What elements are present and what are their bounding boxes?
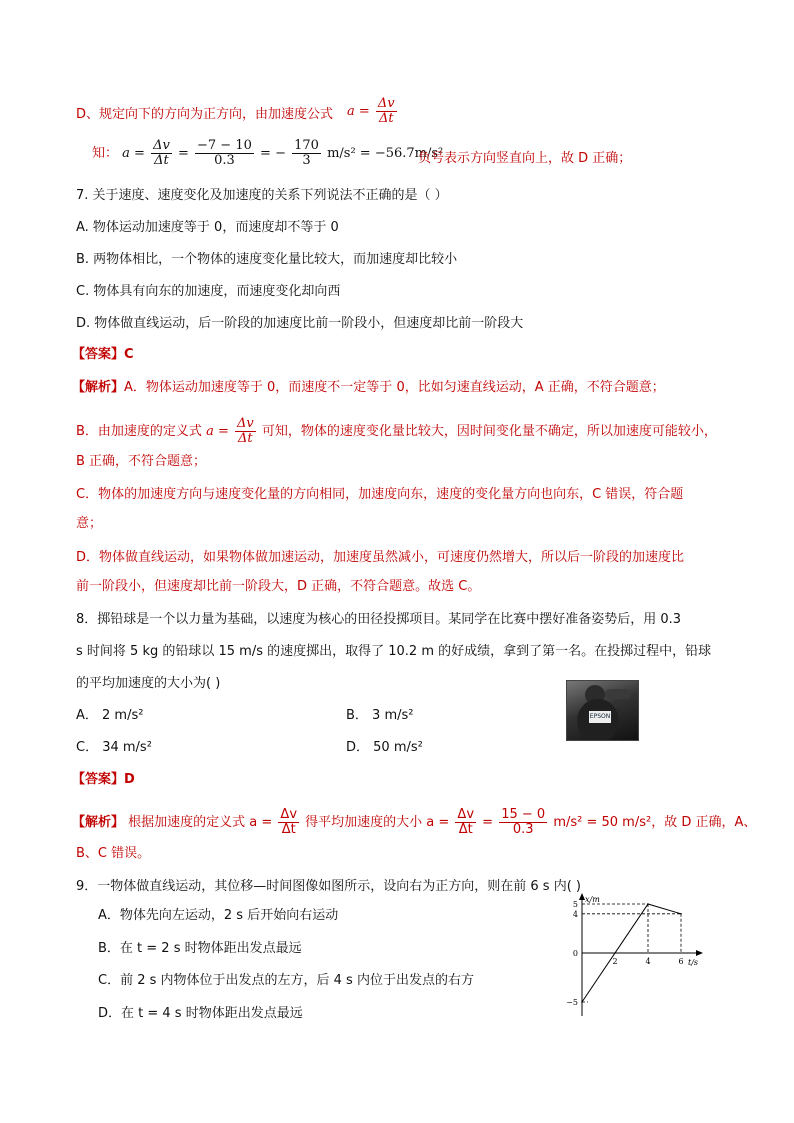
q8-stem-3: 的平均加速度的大小为( ) xyxy=(76,676,221,691)
q7-analysis-d2: 前一阶段小，但速度却比前一阶段大，D 正确，不符合题意。故选 C。 xyxy=(76,579,481,594)
y-axis-label: x/m xyxy=(585,895,600,904)
q7-stem: 7. 关于速度、速度变化及加速度的关系下列说法不正确的是（ ） xyxy=(76,188,448,203)
q8-analysis-2: B、C 错误。 xyxy=(76,846,151,861)
q8-option-b: B． 3 m/s² xyxy=(346,708,414,723)
q7-option-a: A. 物体运动加速度等于 0，而速度却不等于 0 xyxy=(76,220,339,235)
q8-answer: 【答案】D xyxy=(72,772,135,787)
y-tick-label: −5 xyxy=(566,998,578,1007)
y-tick-label: 0 xyxy=(572,949,578,958)
athlete-bib: EPSON xyxy=(589,711,611,723)
q9-option-b: B．在 t = 2 s 时物体距出发点最远 xyxy=(98,941,302,956)
x-tick-label: 4 xyxy=(645,957,651,966)
q7-analysis-a: 【解析】A．物体运动加速度等于 0，而速度不一定等于 0，比如匀速直线运动，A 正确，不符合题意； xyxy=(72,380,665,395)
q9-option-d: D．在 t = 4 s 时物体距出发点最远 xyxy=(98,1006,303,1021)
q6-accel-formula: a = $\frac{\Delta v}{\Delta t}$ xyxy=(347,96,395,126)
q7-analysis-b2: B 正确，不符合题意； xyxy=(76,454,207,469)
q8-analysis: 【解析】 根据加速度的定义式 a = $\frac{\Delta v}{\Delta t}$ 得平均加速度的大小 a = $\frac{\Delta v}{\Delta t}$ = $\frac{15 - 0}{0.3}$ m/s² = 50 m/s²，故 D 正确，A、 xyxy=(72,807,757,837)
q8-option-d: D． 50 m/s² xyxy=(346,740,423,755)
x-axis-label: t/s xyxy=(688,958,699,967)
x-tick-label: 2 xyxy=(612,957,618,966)
q8-stem-2: s 时间将 5 kg 的铅球以 15 m/s 的速度掷出，取得了 10.2 m 的好成绩，拿到了第一名。在投掷过程中，铅球 xyxy=(76,644,712,659)
x-tick-label: 6 xyxy=(678,957,684,966)
position-time-graph xyxy=(560,890,710,1020)
q8-option-a: A． 2 m/s² xyxy=(76,708,144,723)
x-axis-arrow xyxy=(696,950,703,956)
data-point xyxy=(680,913,682,915)
q7-analysis-b: B．由加速度的定义式 a = $\frac{\Delta v}{\Delta t}$ 可知，物体的速度变化量比较大，因时间变化量不确定，所以加速度可能较小， xyxy=(76,416,717,446)
q8-option-c: C． 34 m/s² xyxy=(76,740,152,755)
q9-option-a: A．物体先向左运动，2 s 后开始向右运动 xyxy=(98,908,339,923)
q6-conclusion: 负号表示方向竖直向上，故 D 正确； xyxy=(418,151,632,166)
q8-stem-1: 8．掷铅球是一个以力量为基础，以速度为核心的田径投掷项目。某同学在比赛中摆好准备姿势后，用 0.3 xyxy=(76,612,682,627)
q7-answer: 【答案】C xyxy=(72,347,134,362)
q7-option-c: C. 物体具有向东的加速度，而速度变化却向西 xyxy=(76,284,341,299)
q7-analysis-c2: 意； xyxy=(76,516,103,531)
q7-option-d: D. 物体做直线运动，后一阶段的加速度比前一阶段小，但速度却比前一阶段大 xyxy=(76,316,524,331)
shot-put-athlete-photo xyxy=(566,680,639,741)
data-point xyxy=(647,903,649,905)
q7-analysis-d: D．物体做直线运动，如果物体做加速运动，加速度虽然减小，可速度仍然增大，所以后一阶段的加速度比 xyxy=(76,550,685,565)
q6-option-d-text: D、规定向下的方向为正方向，由加速度公式 xyxy=(76,107,334,122)
q7-option-b: B. 两物体相比，一个物体的速度变化量比较大，而加速度却比较小 xyxy=(76,252,458,267)
y-tick-label: 4 xyxy=(572,909,578,919)
data-point xyxy=(581,1001,583,1003)
q6-calculation: 知： a = $\frac{\Delta v}{\Delta t}$ = $\frac{-7 - 10}{0.3}$ = − $\frac{170}{3}$ m/s² = −56.7m/s² xyxy=(92,138,444,168)
q9-stem: 9．一物体做直线运动，其位移—时间图像如图所示，设向右为正方向，则在前 6 s 内( ) xyxy=(76,879,581,894)
q9-option-c: C．前 2 s 内物体位于出发点的左方，后 4 s 内位于出发点的右方 xyxy=(98,973,474,988)
y-tick-label: 5 xyxy=(572,900,578,909)
q7-analysis-c: C．物体的加速度方向与速度变化量的方向相同，加速度向东，速度的变化量方向也向东，C 错误，符合题 xyxy=(76,487,684,502)
